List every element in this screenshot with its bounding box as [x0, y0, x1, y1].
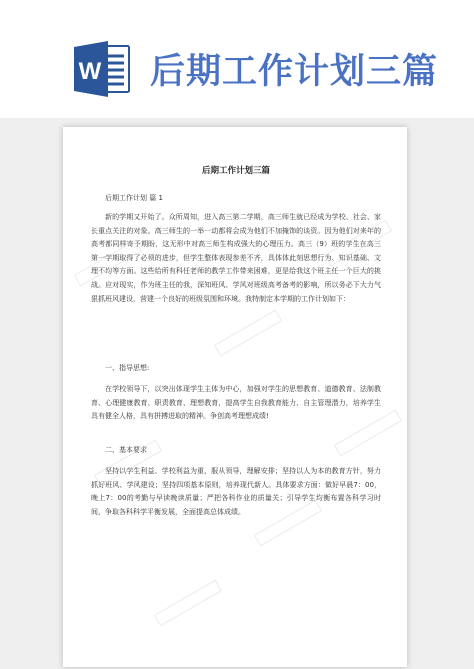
paragraph-intro: 新的学期又开始了。众所周知，进入高三第二学期，高三师生就已经成为学校、社会、家长重点关注的对象。高三师生的一举一动都将会成为他们不加掩饰的谈资。因为他们对来年的高考都同样寄予期盼，这无形中对高三师生构成强大的心理压力。高三（9）班的学生在高三第一学期取得了必须的进步，但学生整体表现参差不齐，具体体此刻思想行为、知识基础、文理不均等方面。这些给所有科任老师的教学工作带来困难，更是给我这个班主任一个巨大的挑战。应对现实，作为班主任的我，深知班风、学风对班级高考备考的影响，所以务必下大力气狠抓班风建设，营建一个良好的班级氛围和环境。我特制定本学期的工作计划如下：	[91, 213, 381, 303]
document-subtitle: 后期工作计划 篇 1	[105, 194, 163, 202]
heading-guiding-ideas: 一、指导思想:	[105, 364, 150, 372]
document-title: 后期工作计划三篇	[201, 166, 270, 176]
heading-basic-requirements: 二、基本要求	[105, 446, 147, 454]
banner-title: 后期工作计划三篇	[150, 52, 439, 92]
paragraph-guiding-ideas: 在学校领导下，以突出体现学生主体为中心，加强对学生的思想教育、道德教育、法制教育、心理健康教育、职责教育、理想教育，提高学生自我教育能力、自主管理潜力，培养学生具有健全人格，具有拼搏进取的精神。争创高考理想成绩!	[91, 385, 381, 421]
word-document-icon	[74, 40, 130, 98]
paragraph-basic-requirements: 坚持以学生利益、学校利益为重，服从领导，理解安排；坚持以人为本的教育方针，努力抓好班风、学风建设；坚持四项基本原则，培养现代新人。具体要求方面：做好早晨7：00，晚上7：00的考勤与早读晚读质量；严把各科作业的质量关；引导学生均衡布置各科学习时间，争取各科科学平衡发展，全面提高总体成绩。	[91, 467, 381, 516]
header-banner	[0, 0, 474, 118]
word-icon-letter: W	[78, 58, 102, 85]
document-page[interactable]	[63, 127, 407, 667]
